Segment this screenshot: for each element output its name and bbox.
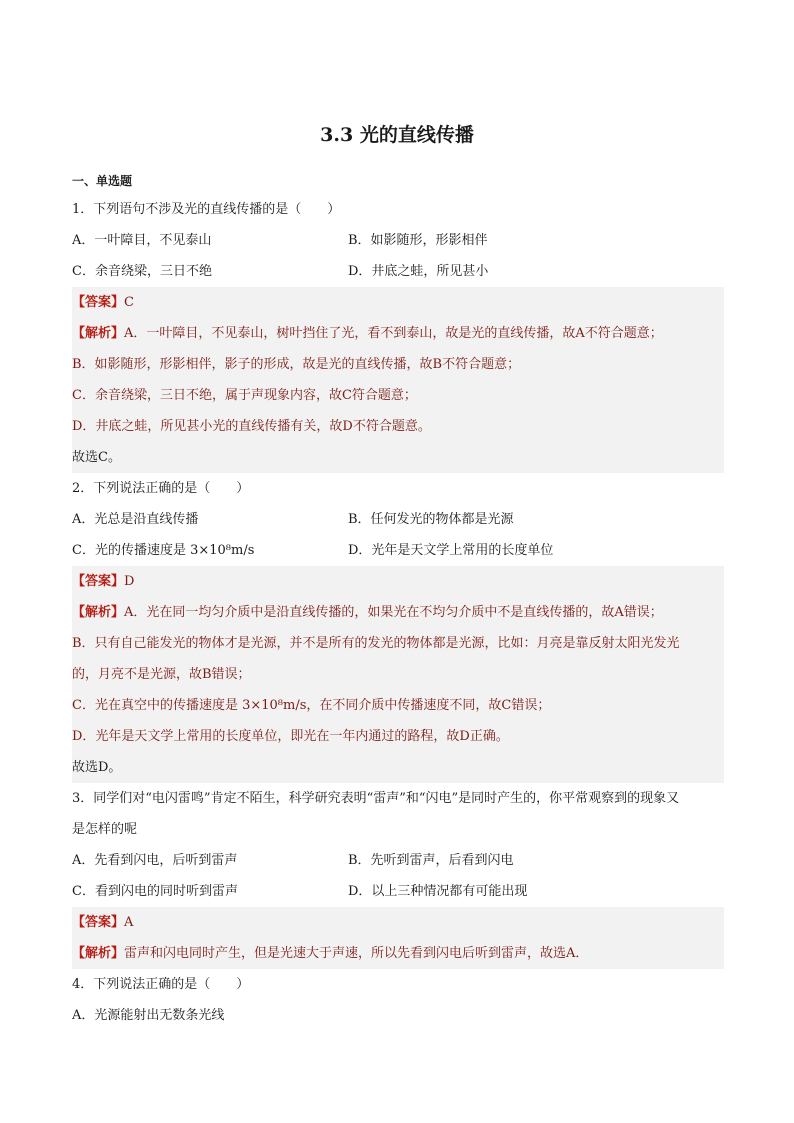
analysis-text: A．一叶障目，不见泰山，树叶挡住了光，看不到泰山，故是光的直线传播，故A不符合题意； [124,326,663,341]
analysis-line [72,597,724,628]
question-4 [72,969,724,1031]
page-title: 3.3 光的直线传播 [320,124,474,146]
answer-block [72,566,724,783]
options-row [72,876,724,907]
answer-value: A [124,915,134,930]
answer-block [72,287,724,473]
option-a: A．一叶障目，不见泰山 [72,233,212,248]
question-3 [72,783,724,969]
option-c: C．光的传播速度是 3×10⁸m/s [72,543,255,558]
analysis-line [72,938,724,969]
options-row [72,256,724,287]
answer-tag: 【答案】 [72,915,125,930]
analysis-conclusion: 故选D。 [72,760,122,775]
option-b: B．任何发光的物体都是光源 [348,512,514,527]
option-b: B．如影随形，形影相伴 [348,233,488,248]
analysis-tag: 【解析】 [72,326,125,341]
option-a: A．先看到闪电，后听到雷声 [72,853,238,868]
option-a: A．光总是沿直线传播 [72,512,199,527]
answer-tag: 【答案】 [72,574,125,589]
question-stem: 4．下列说法正确的是（ ） [72,977,250,992]
content [72,170,724,1031]
analysis-tag: 【解析】 [72,605,125,620]
options-row [72,845,724,876]
question-stem: 3．同学们对“电闪雷鸣”肯定不陌生，科学研究表明“雷声”和“闪电”是同时产生的，你平常观察到的现象又 [72,791,680,806]
option-b: B．先听到雷声，后看到闪电 [348,853,514,868]
option-d: D．光年是天文学上常用的长度单位 [348,543,554,558]
analysis-conclusion: 故选C。 [72,450,121,465]
answer-block [72,907,724,969]
options-row [72,504,724,535]
analysis-line: C．余音绕梁，三日不绝，属于声现象内容，故C符合题意； [72,388,417,403]
analysis-line: B．只有自己能发光的物体才是光源，并不是所有的发光的物体都是光源，比如：月亮是靠反射太阳光发光 [72,636,680,651]
option-c: C．余音绕梁，三日不绝 [72,264,212,279]
answer-line [72,566,724,597]
analysis-line: 的，月亮不是光源，故B错误； [72,667,251,682]
analysis-line: B．如影随形，形影相伴，影子的形成，故是光的直线传播，故B不符合题意； [72,357,521,372]
options-row [72,535,724,566]
answer-line [72,907,724,938]
options-row [72,225,724,256]
analysis-line: D．井底之蛙，所见甚小光的直线传播有关，故D不符合题意。 [72,419,431,434]
question-stem-continued: 是怎样的呢 [72,822,138,837]
option-d: D．以上三种情况都有可能出现 [348,884,528,899]
question-stem: 1．下列语句不涉及光的直线传播的是（ ） [72,202,341,217]
answer-value: C [124,295,134,310]
answer-value: D [124,574,135,589]
answer-line [72,287,724,318]
question-1 [72,194,724,473]
section-heading: 一、单选题 [72,174,133,188]
analysis-line [72,318,724,349]
analysis-text: A．光在同一均匀介质中是沿直线传播的，如果光在不均匀介质中不是直线传播的，故A错误； [124,605,663,620]
analysis-line: C．光在真空中的传播速度是 3×10⁸m/s，在不同介质中传播速度不同，故C错误； [72,698,551,713]
analysis-line: D．光年是天文学上常用的长度单位，即光在一年内通过的路程，故D正确。 [72,729,509,744]
question-stem: 2．下列说法正确的是（ ） [72,481,250,496]
question-2 [72,473,724,783]
option-d: D．井底之蛙，所见甚小 [348,264,489,279]
analysis-text: 雷声和闪电同时产生，但是光速大于声速，所以先看到闪电后听到雷声，故选A． [124,946,589,961]
analysis-tag: 【解析】 [72,946,125,961]
option-a: A．光源能射出无数条光线 [72,1008,225,1023]
option-c: C．看到闪电的同时听到雷声 [72,884,238,899]
answer-tag: 【答案】 [72,295,125,310]
